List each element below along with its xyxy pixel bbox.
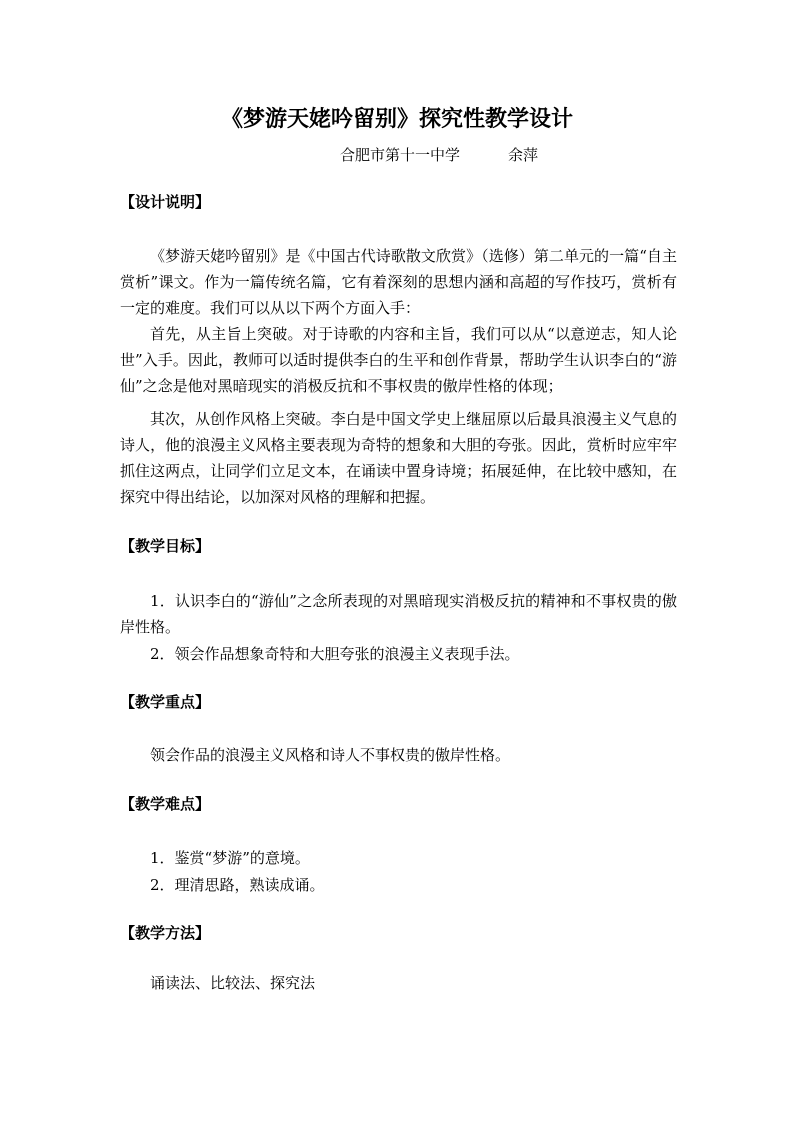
design-paragraph-1: 《梦游天姥吟留别》是《中国古代诗歌散文欣赏》（选修）第二单元的一篇“自主赏析”课文。作为一篇传统名篇，它有着深刻的思想内涵和高超的写作技巧，赏析有一定的难度。我们可以从以下两个方面入手： [120,247,677,317]
section-heading-design: 【设计说明】 [120,193,211,211]
section-heading-goals: 【教学目标】 [120,537,211,555]
author-school: 合肥市第十一中学 [340,146,461,164]
focus-text: 领会作品的浪漫主义风格和诗人不事权贵的傲岸性格。 [150,746,511,764]
design-paragraph-2: 首先，从主旨上突破。对于诗歌的内容和主旨，我们可以从“以意逆志，知人论世”入手。因此，教师可以适时提供李白的生平和创作背景，帮助学生认识李白的“游仙”之念是他对黑暗现实的消极反抗和不事权贵的傲岸性格的体现； [120,325,677,395]
method-text: 诵读法、比较法、探究法 [150,974,316,992]
page-title: 《梦游天姥吟留别》探究性教学设计 [220,106,573,132]
goal-item-1: 1．认识李白的“游仙”之念所表现的对黑暗现实消极反抗的精神和不事权贵的傲岸性格。 [120,592,677,636]
difficulty-item-1: 1．鉴赏“梦游”的意境。 [150,849,310,867]
section-heading-method: 【教学方法】 [120,924,211,942]
section-heading-focus: 【教学重点】 [120,693,211,711]
section-heading-difficulty: 【教学难点】 [120,795,211,813]
author-line [340,143,538,167]
design-paragraph-3: 其次，从创作风格上突破。李白是中国文学史上继屈原以后最具浪漫主义气息的诗人，他的浪漫主义风格主要表现为奇特的想象和大胆的夸张。因此，赏析时应牢牢抓住这两点，让同学们立足文本，在诵读中置身诗境；拓展延伸，在比较中感知，在探究中得出结论，以加深对风格的理解和把握。 [120,410,677,506]
author-name: 余萍 [508,146,539,164]
difficulty-item-2: 2．理清思路，熟读成诵。 [150,876,325,894]
goal-item-2: 2．领会作品想象奇特和大胆夸张的浪漫主义表现手法。 [150,645,520,663]
